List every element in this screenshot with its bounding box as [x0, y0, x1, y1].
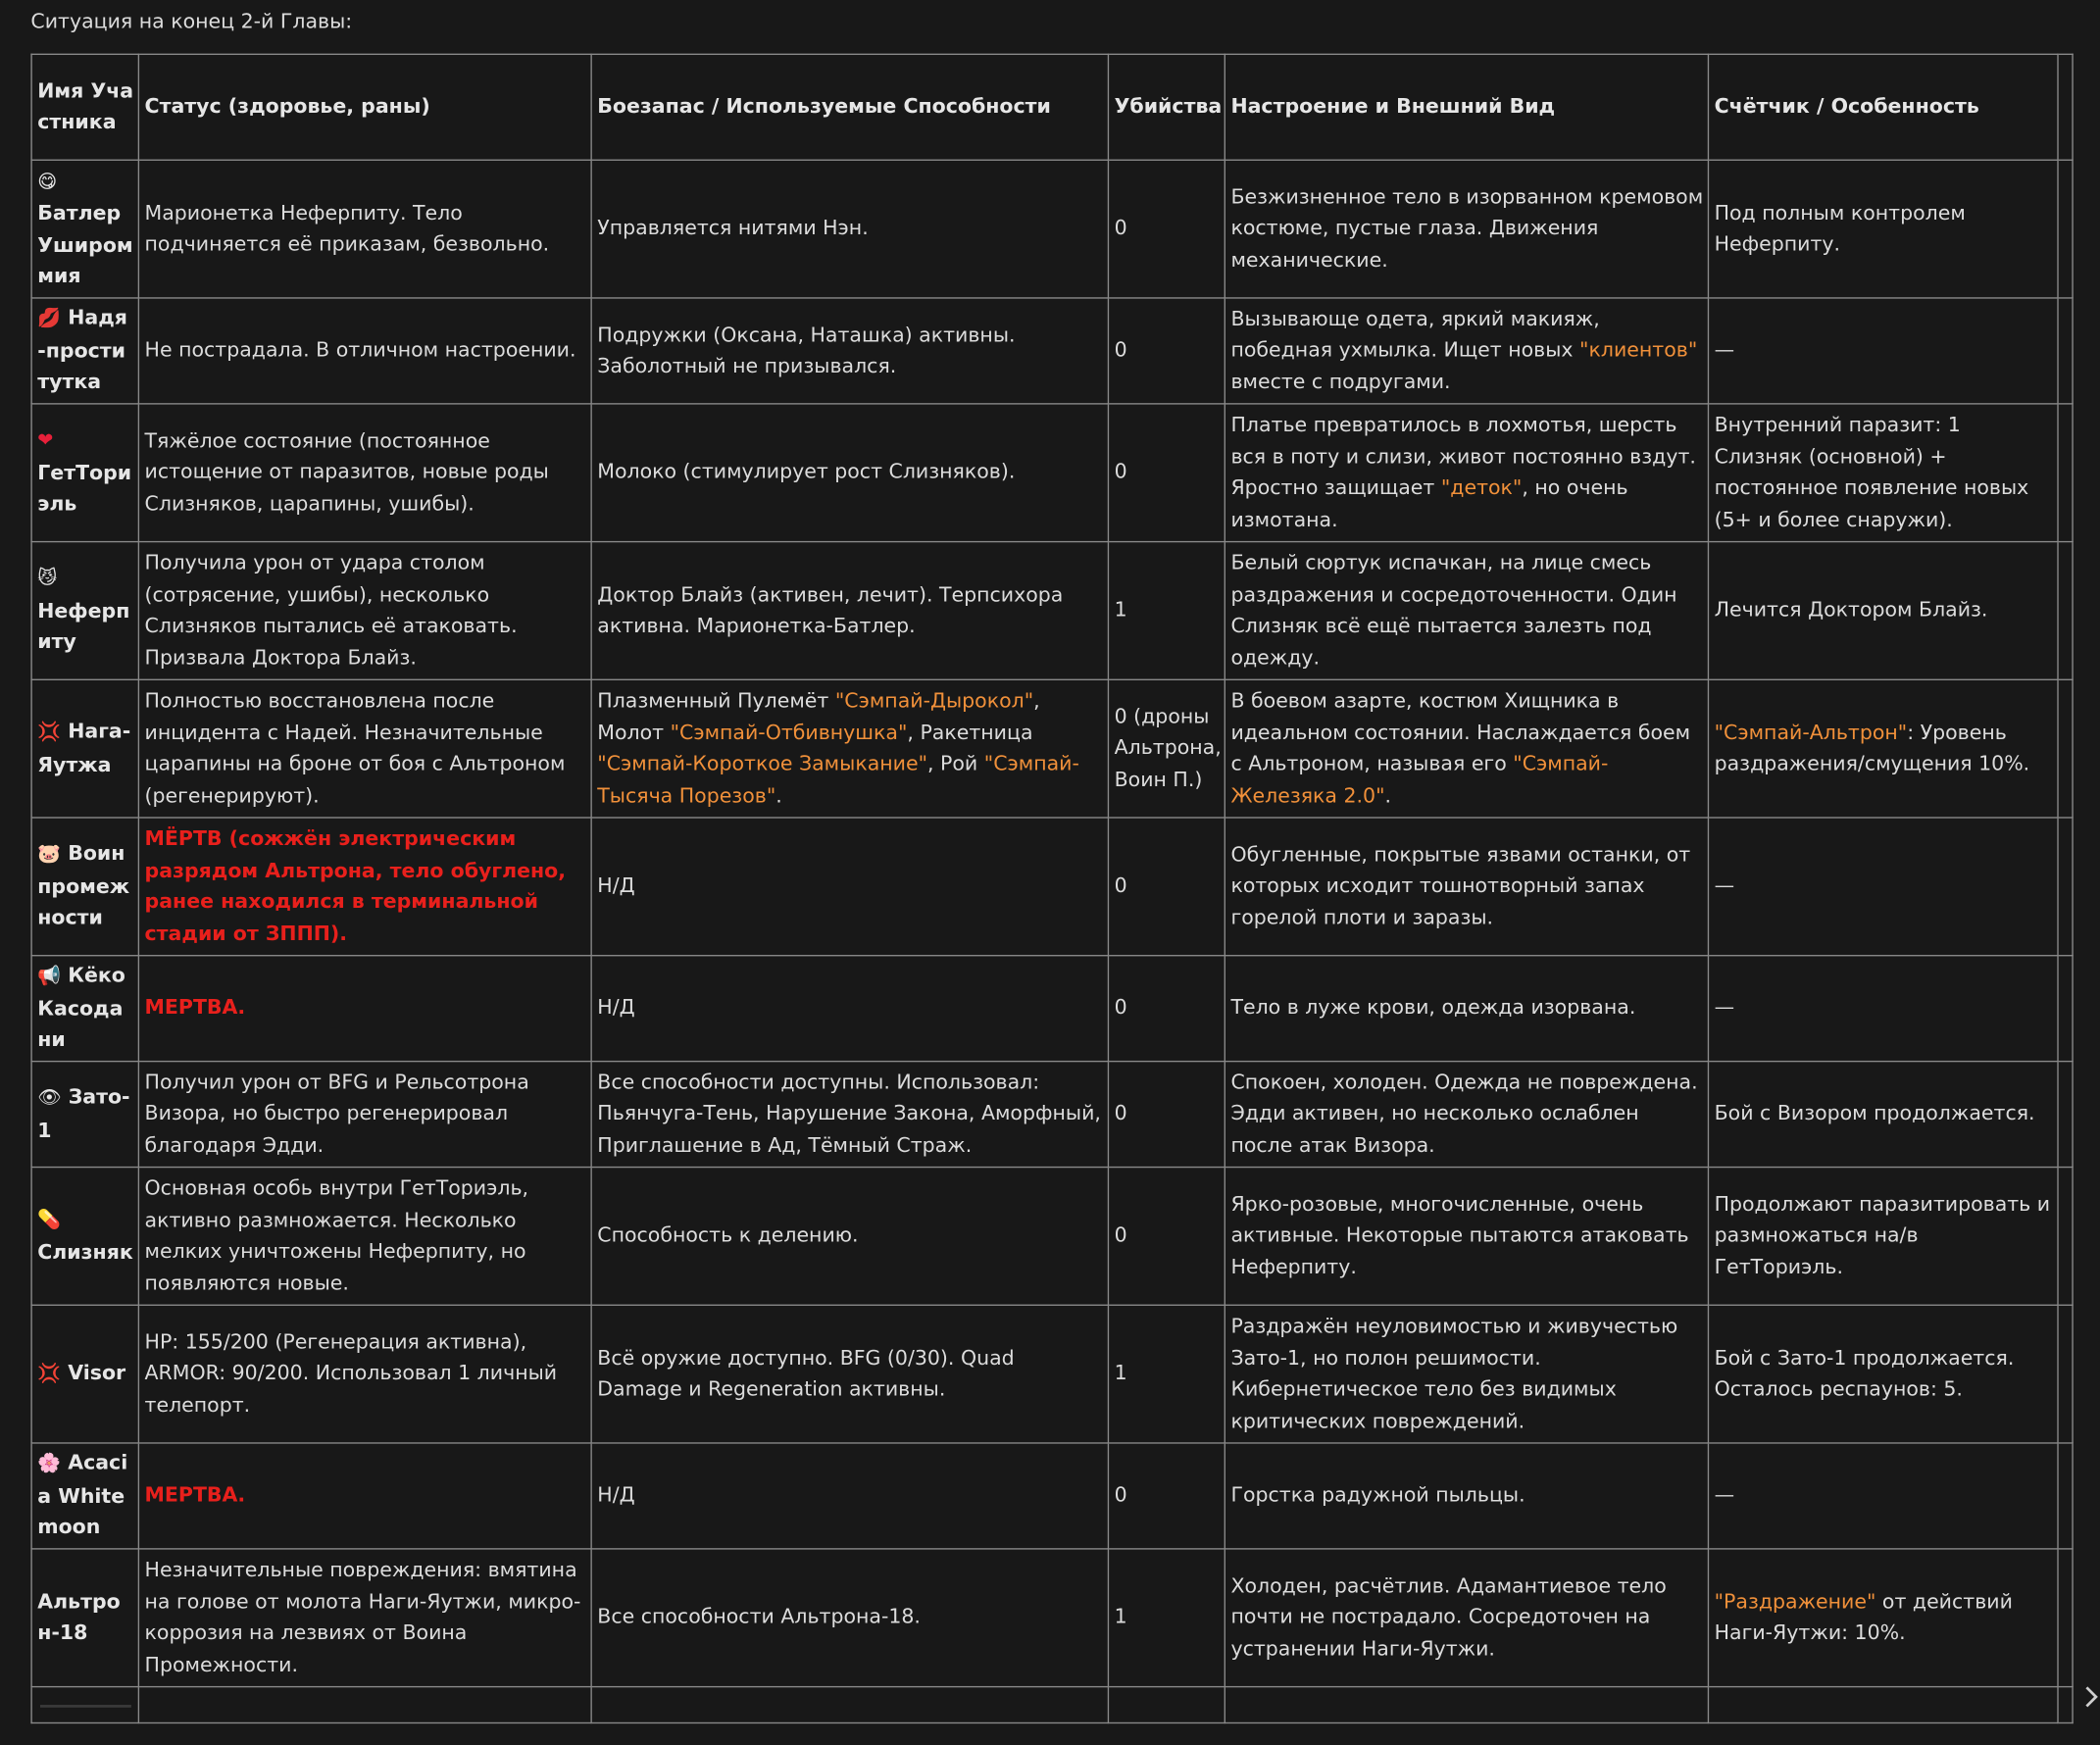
- scroll-corner-indicator[interactable]: [2084, 1682, 2100, 1745]
- counter-highlight: "Раздражение": [1714, 1588, 1876, 1614]
- chevron-right-icon: [2084, 1682, 2100, 1722]
- mood-cell: [1225, 679, 1708, 818]
- header-ammo: Боезапас / Используемые Способности: [591, 54, 1108, 160]
- table-caption: Ситуация на конец 2-й Главы:: [30, 9, 353, 34]
- status-cell: Марионетка Неферпиту. Тело подчиняется её приказам, безвольно.: [138, 160, 591, 298]
- mood-cell: Тело в луже крови, одежда изорвана.: [1225, 956, 1708, 1062]
- kills-cell: 1: [1108, 1549, 1225, 1687]
- kills-cell: 0: [1108, 1168, 1225, 1306]
- table-row: [31, 1443, 2073, 1549]
- participant-name: Visor: [68, 1360, 126, 1385]
- counter-cell: Лечится Доктором Блайз.: [1708, 542, 2058, 680]
- counter-cell: Внутренний паразит: 1 Слизняк (основной) + постоянное появление новых (5+ и более снаружи).: [1708, 404, 2058, 542]
- participant-name-cell: [31, 1168, 138, 1306]
- participant-name: Нага-Яутжа: [37, 719, 131, 776]
- blossom-icon: 🌸: [37, 1453, 62, 1475]
- counter-cell: Бой с Зато-1 продолжается. Осталось респаунов: 5.: [1708, 1305, 2058, 1443]
- participant-name: Зато-1: [37, 1084, 130, 1142]
- filler-cell: [2058, 160, 2073, 298]
- participant-name: Acacia Whitemoon: [37, 1450, 128, 1539]
- ammo-highlight: "Сэмпай-Тысяча Порезов": [597, 751, 1079, 808]
- header-mood: Настроение и Внешний Вид: [1225, 54, 1708, 160]
- table-row: [31, 818, 2073, 956]
- ammo-text: , Рой: [927, 751, 984, 775]
- mood-cell: Холоден, расчётлив. Адамантиевое тело почти не пострадало. Сосредоточен на устранении Наги-Яутжи.: [1225, 1549, 1708, 1687]
- status-cell: Основная особь внутри ГетТориэль, активно размножается. Несколько мелких уничтожены Неферпиту, но появляются новые.: [138, 1168, 591, 1306]
- participant-name-cell: [31, 1062, 138, 1168]
- mood-text: Платье превратилось в лохмотья, шерсть вся в поту и слизи, живот постоянно вздут. Яростно защищает: [1230, 412, 1696, 500]
- header-name: Имя Участника: [31, 54, 138, 160]
- faded-row-content: [40, 1705, 131, 1708]
- participant-name-cell: [31, 679, 138, 818]
- status-cell: Получил урон от BFG и Рельсотрона Визора, но быстро регенерировал благодаря Эдди.: [138, 1062, 591, 1168]
- counter-cell: Под полным контролем Неферпиту.: [1708, 160, 2058, 298]
- table-row: [31, 1305, 2073, 1443]
- mood-text: вместе с подругами.: [1230, 369, 1451, 394]
- cat-face-icon: 😼: [37, 568, 58, 590]
- participant-name-cell: [31, 1549, 138, 1687]
- mood-cell: Раздражён неуловимостью и живучестью Зато-1, но полон решимости. Кибернетическое тело без видимых критических повреждений.: [1225, 1305, 1708, 1443]
- ammo-cell: [591, 679, 1108, 818]
- anger-icon: 💢: [37, 722, 62, 744]
- participant-name: Воин промежности: [37, 841, 130, 930]
- mood-cell: Обугленные, покрытые язвами останки, от которых исходит тошнотворный запах горелой плоти и заразы.: [1225, 818, 1708, 956]
- counter-cell: —: [1708, 818, 2058, 956]
- counter-text: от действий Наги-Яутжи: 10%.: [1714, 1588, 2013, 1645]
- filler-cell: [2058, 1549, 2073, 1687]
- mood-text: , но очень измотана.: [1230, 474, 1628, 531]
- participant-name-cell: [31, 1305, 138, 1443]
- filler-cell: [2058, 1062, 2073, 1168]
- ammo-text: .: [775, 782, 782, 808]
- anger-icon: 💢: [37, 1363, 62, 1385]
- participant-name-cell: [31, 404, 138, 542]
- filler-cell: [2058, 956, 2073, 1062]
- kills-cell: 0: [1108, 1443, 1225, 1549]
- mood-cell: Спокоен, холоден. Одежда не повреждена. Эдди активен, но несколько ослаблен после атак Визора.: [1225, 1062, 1708, 1168]
- ammo-cell: Н/Д: [591, 818, 1108, 956]
- ammo-highlight: "Сэмпай-Короткое Замыкание": [597, 751, 928, 775]
- participant-name-cell: [31, 542, 138, 680]
- kills-cell: 0: [1108, 404, 1225, 542]
- eye-icon: 👁: [37, 1087, 62, 1110]
- empty-cell: [2058, 1687, 2073, 1723]
- kills-cell: 0: [1108, 160, 1225, 298]
- kills-cell: 0: [1108, 1062, 1225, 1168]
- table-row-partial: [31, 1687, 2073, 1723]
- counter-cell: Бой с Визором продолжается.: [1708, 1062, 2058, 1168]
- participant-name: Неферпиту: [37, 598, 130, 654]
- counter-highlight: "Сэмпай-Альтрон": [1714, 720, 1908, 744]
- counter-cell: —: [1708, 956, 2058, 1062]
- ammo-cell: Управляется нитями Нэн.: [591, 160, 1108, 298]
- ammo-cell: Способность к делению.: [591, 1168, 1108, 1306]
- participant-name: ГетТориэль: [37, 460, 132, 517]
- ammo-cell: Доктор Блайз (активен, лечит). Терпсихора активна. Марионетка-Батлер.: [591, 542, 1108, 680]
- filler-cell: [2058, 542, 2073, 680]
- participant-name: Альтрон-18: [37, 1588, 121, 1645]
- participant-name-cell: [31, 160, 138, 298]
- ammo-highlight: "Сэмпай-Дырокол": [834, 688, 1034, 713]
- kills-cell: 0: [1108, 956, 1225, 1062]
- participant-name-cell: [31, 818, 138, 956]
- megaphone-icon: 📢: [37, 966, 62, 988]
- table-row: [31, 404, 2073, 542]
- mood-cell: Белый сюртук испачкан, на лице смесь раздражения и сосредоточенности. Один Слизняк всё ещё пытается залезть под одежду.: [1225, 542, 1708, 680]
- mood-text: .: [1384, 782, 1392, 808]
- filler-cell: [2058, 1168, 2073, 1306]
- status-cell: МЕРТВА.: [138, 956, 591, 1062]
- status-cell: Полностью восстановлена после инцидента с Надей. Незначительные царапины на броне от боя с Альтроном (регенерируют).: [138, 679, 591, 818]
- mood-highlight: "Сэмпай-Железяка 2.0": [1230, 751, 1609, 808]
- heart-icon: ❤: [37, 429, 54, 452]
- participant-name-cell: [31, 298, 138, 404]
- header-kills: Убийства: [1108, 54, 1225, 160]
- status-cell: Незначительные повреждения: вмятина на голове от молота Наги-Яутжи, микро-коррозия на лезвиях от Воина Промежности.: [138, 1549, 591, 1687]
- table-row: [31, 160, 2073, 298]
- participant-name: Батлер Ушироммия: [37, 200, 133, 288]
- mood-cell: Безжизненное тело в изорванном кремовом костюме, пустые глаза. Движения механические.: [1225, 160, 1708, 298]
- status-cell: МЁРТВ (сожжён электрическим разрядом Альтрона, тело обуглено, ранее находился в терминальной стадии от ЗППП).: [138, 818, 591, 956]
- empty-cell: [1225, 1687, 1708, 1723]
- participant-name: Надя-проститутка: [37, 305, 127, 394]
- filler-cell: [2058, 298, 2073, 404]
- participant-name-cell: [31, 956, 138, 1062]
- table-row: [31, 1168, 2073, 1306]
- filler-cell: [2058, 404, 2073, 542]
- kills-cell: 1: [1108, 1305, 1225, 1443]
- pill-icon: 💊: [37, 1209, 62, 1231]
- participants-table: [30, 54, 2073, 1724]
- mood-highlight: "деток": [1440, 474, 1523, 500]
- status-cell: HP: 155/200 (Регенерация активна), ARMOR: 90/200. Использовал 1 личный телепорт.: [138, 1305, 591, 1443]
- status-cell: Не пострадала. В отличном настроении.: [138, 298, 591, 404]
- filler-cell: [2058, 1443, 2073, 1549]
- table-row: [31, 1062, 2073, 1168]
- mood-text: Вызывающе одета, яркий макияж, победная ухмылка. Ищет новых: [1230, 306, 1600, 363]
- ammo-highlight: "Сэмпай-Отбивнушка": [670, 720, 908, 744]
- participant-name: Кёко Касодани: [37, 963, 125, 1052]
- status-cell: Получила урон от удара столом (сотрясение, ушибы), несколько Слизняков пытались её атаковать. Призвала Доктора Блайз.: [138, 542, 591, 680]
- ammo-text: , Молот: [597, 688, 1040, 744]
- table-row: [31, 298, 2073, 404]
- empty-cell: [138, 1687, 591, 1723]
- kills-cell: 0: [1108, 298, 1225, 404]
- table-row: [31, 679, 2073, 818]
- ammo-cell: Все способности доступны. Использовал: Пьянчуга-Тень, Нарушение Закона, Аморфный, Приглашение в Ад, Тёмный Страж.: [591, 1062, 1108, 1168]
- kills-cell: 0 (дроны Альтрона, Воин П.): [1108, 679, 1225, 818]
- mood-cell: [1225, 298, 1708, 404]
- counter-cell: [1708, 679, 2058, 818]
- participant-name-cell: [31, 1443, 138, 1549]
- counter-cell: [1708, 1549, 2058, 1687]
- header-counter: Счётчик / Особенность: [1708, 54, 2058, 160]
- empty-cell: [1108, 1687, 1225, 1723]
- participant-name: Слизняк: [37, 1239, 133, 1264]
- lips-icon: 💋: [37, 308, 62, 330]
- counter-cell: —: [1708, 298, 2058, 404]
- table-row: [31, 1549, 2073, 1687]
- ammo-text: , Ракетница: [907, 720, 1033, 744]
- ammo-cell: Молоко (стимулирует рост Слизняков).: [591, 404, 1108, 542]
- mood-cell: Ярко-розовые, многочисленные, очень активные. Некоторые пытаются атаковать Неферпиту.: [1225, 1168, 1708, 1306]
- mood-highlight: "клиентов": [1579, 337, 1698, 363]
- counter-cell: —: [1708, 1443, 2058, 1549]
- kills-cell: 1: [1108, 542, 1225, 680]
- mood-cell: [1225, 404, 1708, 542]
- counter-cell: Продолжают паразитировать и размножаться на/в ГетТориэль.: [1708, 1168, 2058, 1306]
- ammo-text: Плазменный Пулемёт: [597, 688, 835, 713]
- mood-cell: Горстка радужной пыльцы.: [1225, 1443, 1708, 1549]
- pig-face-icon: 🐷: [37, 843, 62, 866]
- header-status: Статус (здоровье, раны): [138, 54, 591, 160]
- table-row: [31, 542, 2073, 680]
- table-row: [31, 956, 2073, 1062]
- empty-cell: [1708, 1687, 2058, 1723]
- ammo-cell: Подружки (Оксана, Наташка) активны. Заболотный не призывался.: [591, 298, 1108, 404]
- status-cell: Тяжёлое состояние (постоянное истощение от паразитов, новые роды Слизняков, царапины, ушибы).: [138, 404, 591, 542]
- mood-text: В боевом азарте, костюм Хищника в идеальном состоянии. Наслаждается боем с Альтроном, называя его: [1230, 688, 1691, 775]
- kills-cell: 0: [1108, 818, 1225, 956]
- empty-cell: [591, 1687, 1108, 1723]
- ammo-cell: Всё оружие доступно. BFG (0/30). Quad Damage и Regeneration активны.: [591, 1305, 1108, 1443]
- table-header-row: [31, 54, 2073, 160]
- status-cell: МЕРТВА.: [138, 1443, 591, 1549]
- ammo-cell: Все способности Альтрона-18.: [591, 1549, 1108, 1687]
- ammo-cell: Н/Д: [591, 956, 1108, 1062]
- ammo-cell: Н/Д: [591, 1443, 1108, 1549]
- header-filler: [2058, 54, 2073, 160]
- filler-cell: [2058, 1305, 2073, 1443]
- counter-text: : Уровень раздражения/смущения 10%.: [1714, 720, 2030, 775]
- filler-cell: [2058, 679, 2073, 818]
- yum-face-icon: 😋: [37, 171, 58, 193]
- filler-cell: [2058, 818, 2073, 956]
